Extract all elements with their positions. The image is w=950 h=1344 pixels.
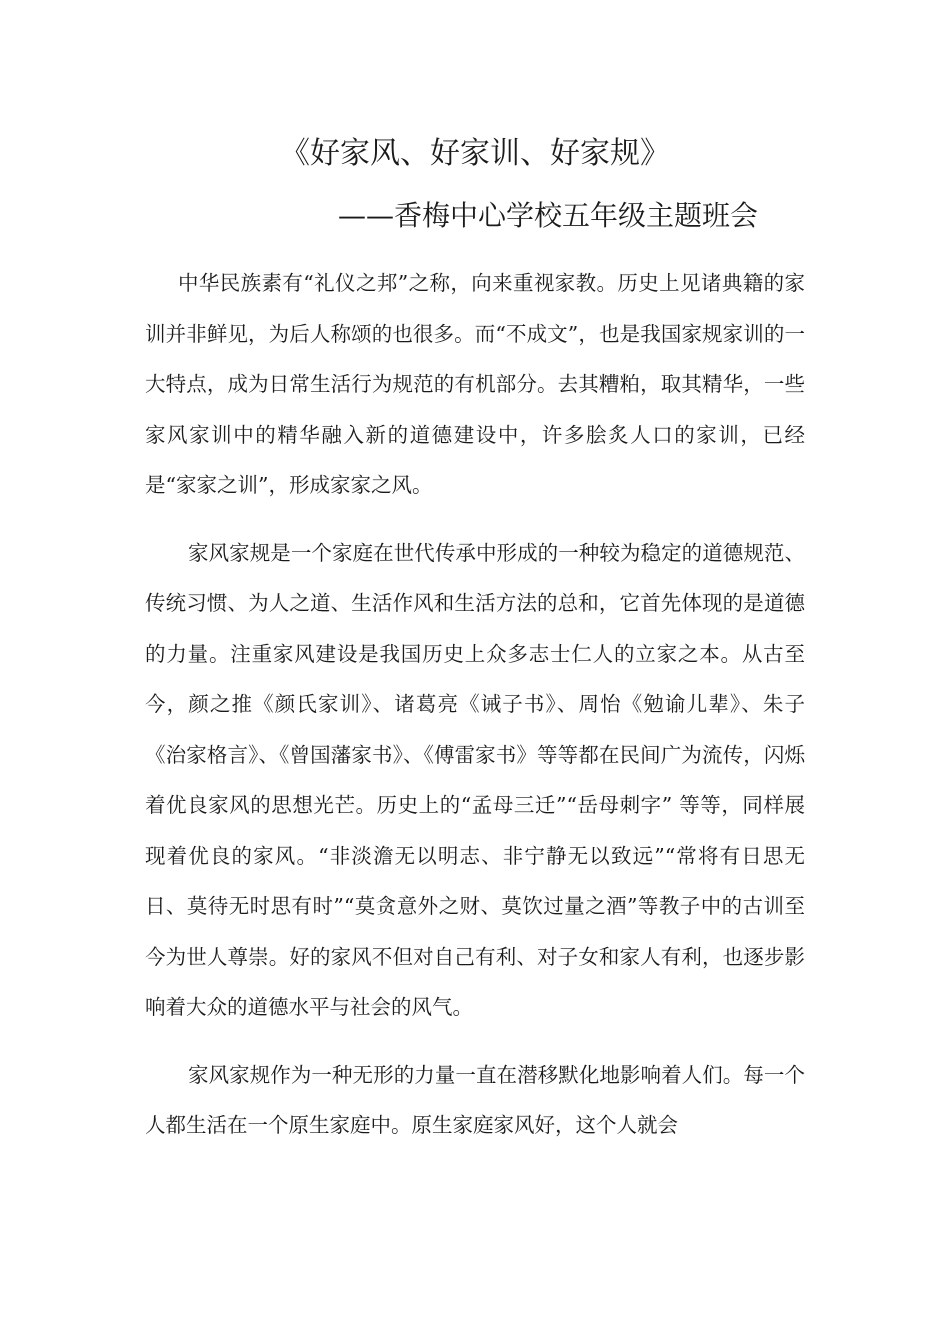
paragraph-3: 家风家规作为一种无形的力量一直在潜移默化地影响着人们。每一个人都生活在一个原生家庭中。原生家庭家风好，这个人就会 [145,1062,805,1137]
document-body [145,258,805,1168]
paragraph-2: 家风家规是一个家庭在世代传承中形成的一种较为稳定的道德规范、传统习惯、为人之道、生活作风和生活方法的总和，它首先体现的是道德的力量。注重家风建设是我国历史上众多志士仁人的立家之本。从古至今，颜之推《颜氏家训》、诸葛亮《诫子书》、周怡《勉谕儿辈》、朱子《治家格言》、《曾国藩家书》、《傅雷家书》等等都在民间广为流传，闪烁着优良家风的思想光芒。历史上的“孟母三迁”“岳母刺字” 等等，同样展现着优良的家风。“非淡澹无以明志、非宁静无以致远”“常将有日思无日、莫待无时思有时”“莫贪意外之财、莫饮过量之酒”等教子中的古训至今为世人尊崇。好的家风不但对自己有利、对子女和家人有利，也逐步影响着大众的道德水平与社会的风气。 [145,540,805,1019]
document-title: 《好家风、好家训、好家规》 [280,136,670,171]
document-subtitle: ——香梅中心学校五年级主题班会 [338,199,759,232]
paragraph-1: 中华民族素有“礼仪之邦”之称，向来重视家教。历史上见诸典籍的家训并非鲜见，为后人称颂的也很多。而“不成文”，也是我国家规家训的一大特点，成为日常生活行为规范的有机部分。去其糟粕，取其精华，一些家风家训中的精华融入新的道德建设中，许多脍炙人口的家训，已经是“家家之训”，形成家家之风。 [145,271,805,497]
